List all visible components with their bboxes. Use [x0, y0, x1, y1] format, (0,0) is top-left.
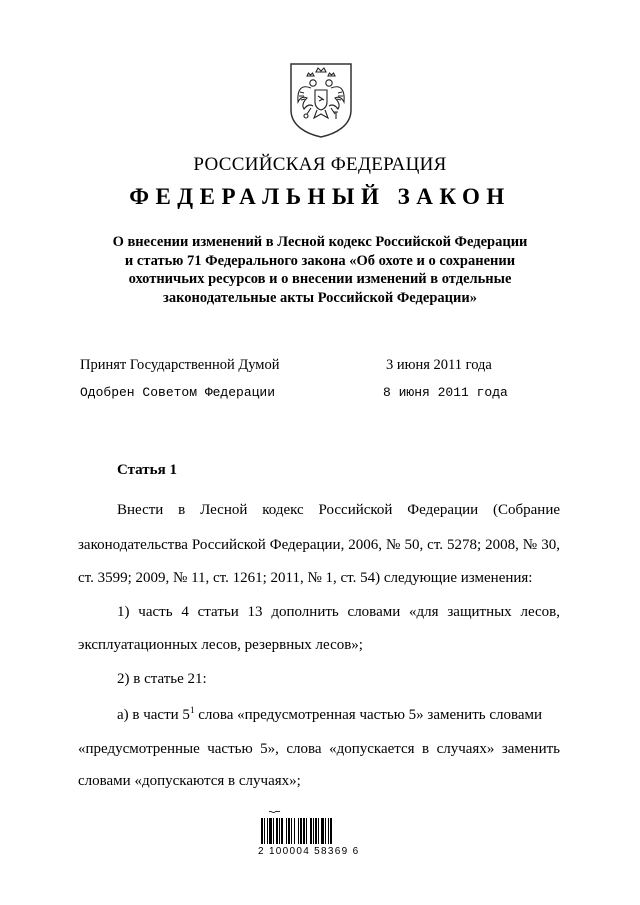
barcode-bar	[261, 818, 263, 844]
barcode-bar	[264, 818, 265, 844]
article-text-line: эксплуатационных лесов, резервных лесов»;	[78, 637, 363, 653]
coat-of-arms-icon	[289, 62, 353, 138]
barcode-bar	[300, 818, 302, 844]
article-heading: Статья 1	[117, 462, 177, 478]
subject-line: охотничьих ресурсов и о внесении изменений в отдельные	[128, 271, 512, 287]
article-text-line: «предусмотренные частью 5», слова «допускается в случаях» заменить	[78, 741, 560, 757]
barcode-bar	[325, 818, 326, 844]
article-text-line: Внести в Лесной кодекс Российской Федерации (Собрание	[117, 502, 560, 518]
article-text-line	[117, 707, 560, 724]
barcode-bar	[269, 818, 272, 844]
barcode-icon	[251, 810, 391, 870]
barcode-bar	[286, 818, 287, 844]
barcode-bar	[279, 818, 280, 844]
document-type-title: ФЕДЕРАЛЬНЫЙ ЗАКОН	[129, 184, 511, 209]
barcode-bar	[276, 818, 278, 844]
superscript-number: 1	[189, 705, 195, 715]
barcode-bar	[273, 818, 274, 844]
barcode-bar	[310, 818, 312, 844]
adopted-by-duma-label: Принят Государственной Думой	[80, 357, 280, 373]
adopted-by-duma-date: 3 июня 2011 года	[386, 357, 492, 373]
article-text-fragment: слова «предусмотренная частью 5» заменить словами	[194, 707, 543, 723]
article-text-line: ст. 3599; 2009, № 11, ст. 1261; 2011, № 1, ст. 54) следующие изменения:	[78, 570, 533, 586]
barcode-number: 2 100004 58369 6	[258, 846, 360, 857]
country-name: РОССИЙСКАЯ ФЕДЕРАЦИЯ	[193, 154, 447, 175]
barcode-bar	[328, 818, 329, 844]
barcode-bar	[318, 818, 319, 844]
barcode-bar	[315, 818, 317, 844]
barcode-bar	[288, 818, 290, 844]
barcode-bar	[330, 818, 332, 844]
approved-by-council-date: 8 июня 2011 года	[383, 385, 508, 400]
barcode-bar	[294, 818, 295, 844]
barcode-bar	[303, 818, 305, 844]
subject-line: и статью 71 Федерального закона «Об охоте и о сохранении	[124, 252, 516, 269]
approved-by-council-label: Одобрен Советом Федерации	[80, 385, 276, 400]
barcode-bar	[298, 818, 299, 844]
barcode-bar	[313, 818, 314, 844]
barcode-bar	[281, 818, 283, 844]
article-text-line: 2) в статье 21:	[117, 671, 207, 687]
barcode-bar	[321, 818, 324, 844]
barcode-bar	[306, 818, 307, 844]
subject-line: О внесении изменений в Лесной кодекс Российской Федерации	[112, 234, 528, 250]
article-text-line: законодательства Российской Федерации, 2006, № 50, ст. 5278; 2008, № 30,	[78, 537, 560, 553]
article-text-line: 1) часть 4 статьи 13 дополнить словами «для защитных лесов,	[117, 604, 560, 620]
law-subject	[95, 233, 545, 307]
subject-line: законодательные акты Российской Федерации»	[163, 289, 477, 306]
barcode-bar	[291, 818, 292, 844]
barcode-bar	[267, 818, 268, 844]
article-text-fragment: а) в части 5	[117, 707, 190, 723]
article-text-line: словами «допускаются в случаях»;	[78, 773, 301, 789]
